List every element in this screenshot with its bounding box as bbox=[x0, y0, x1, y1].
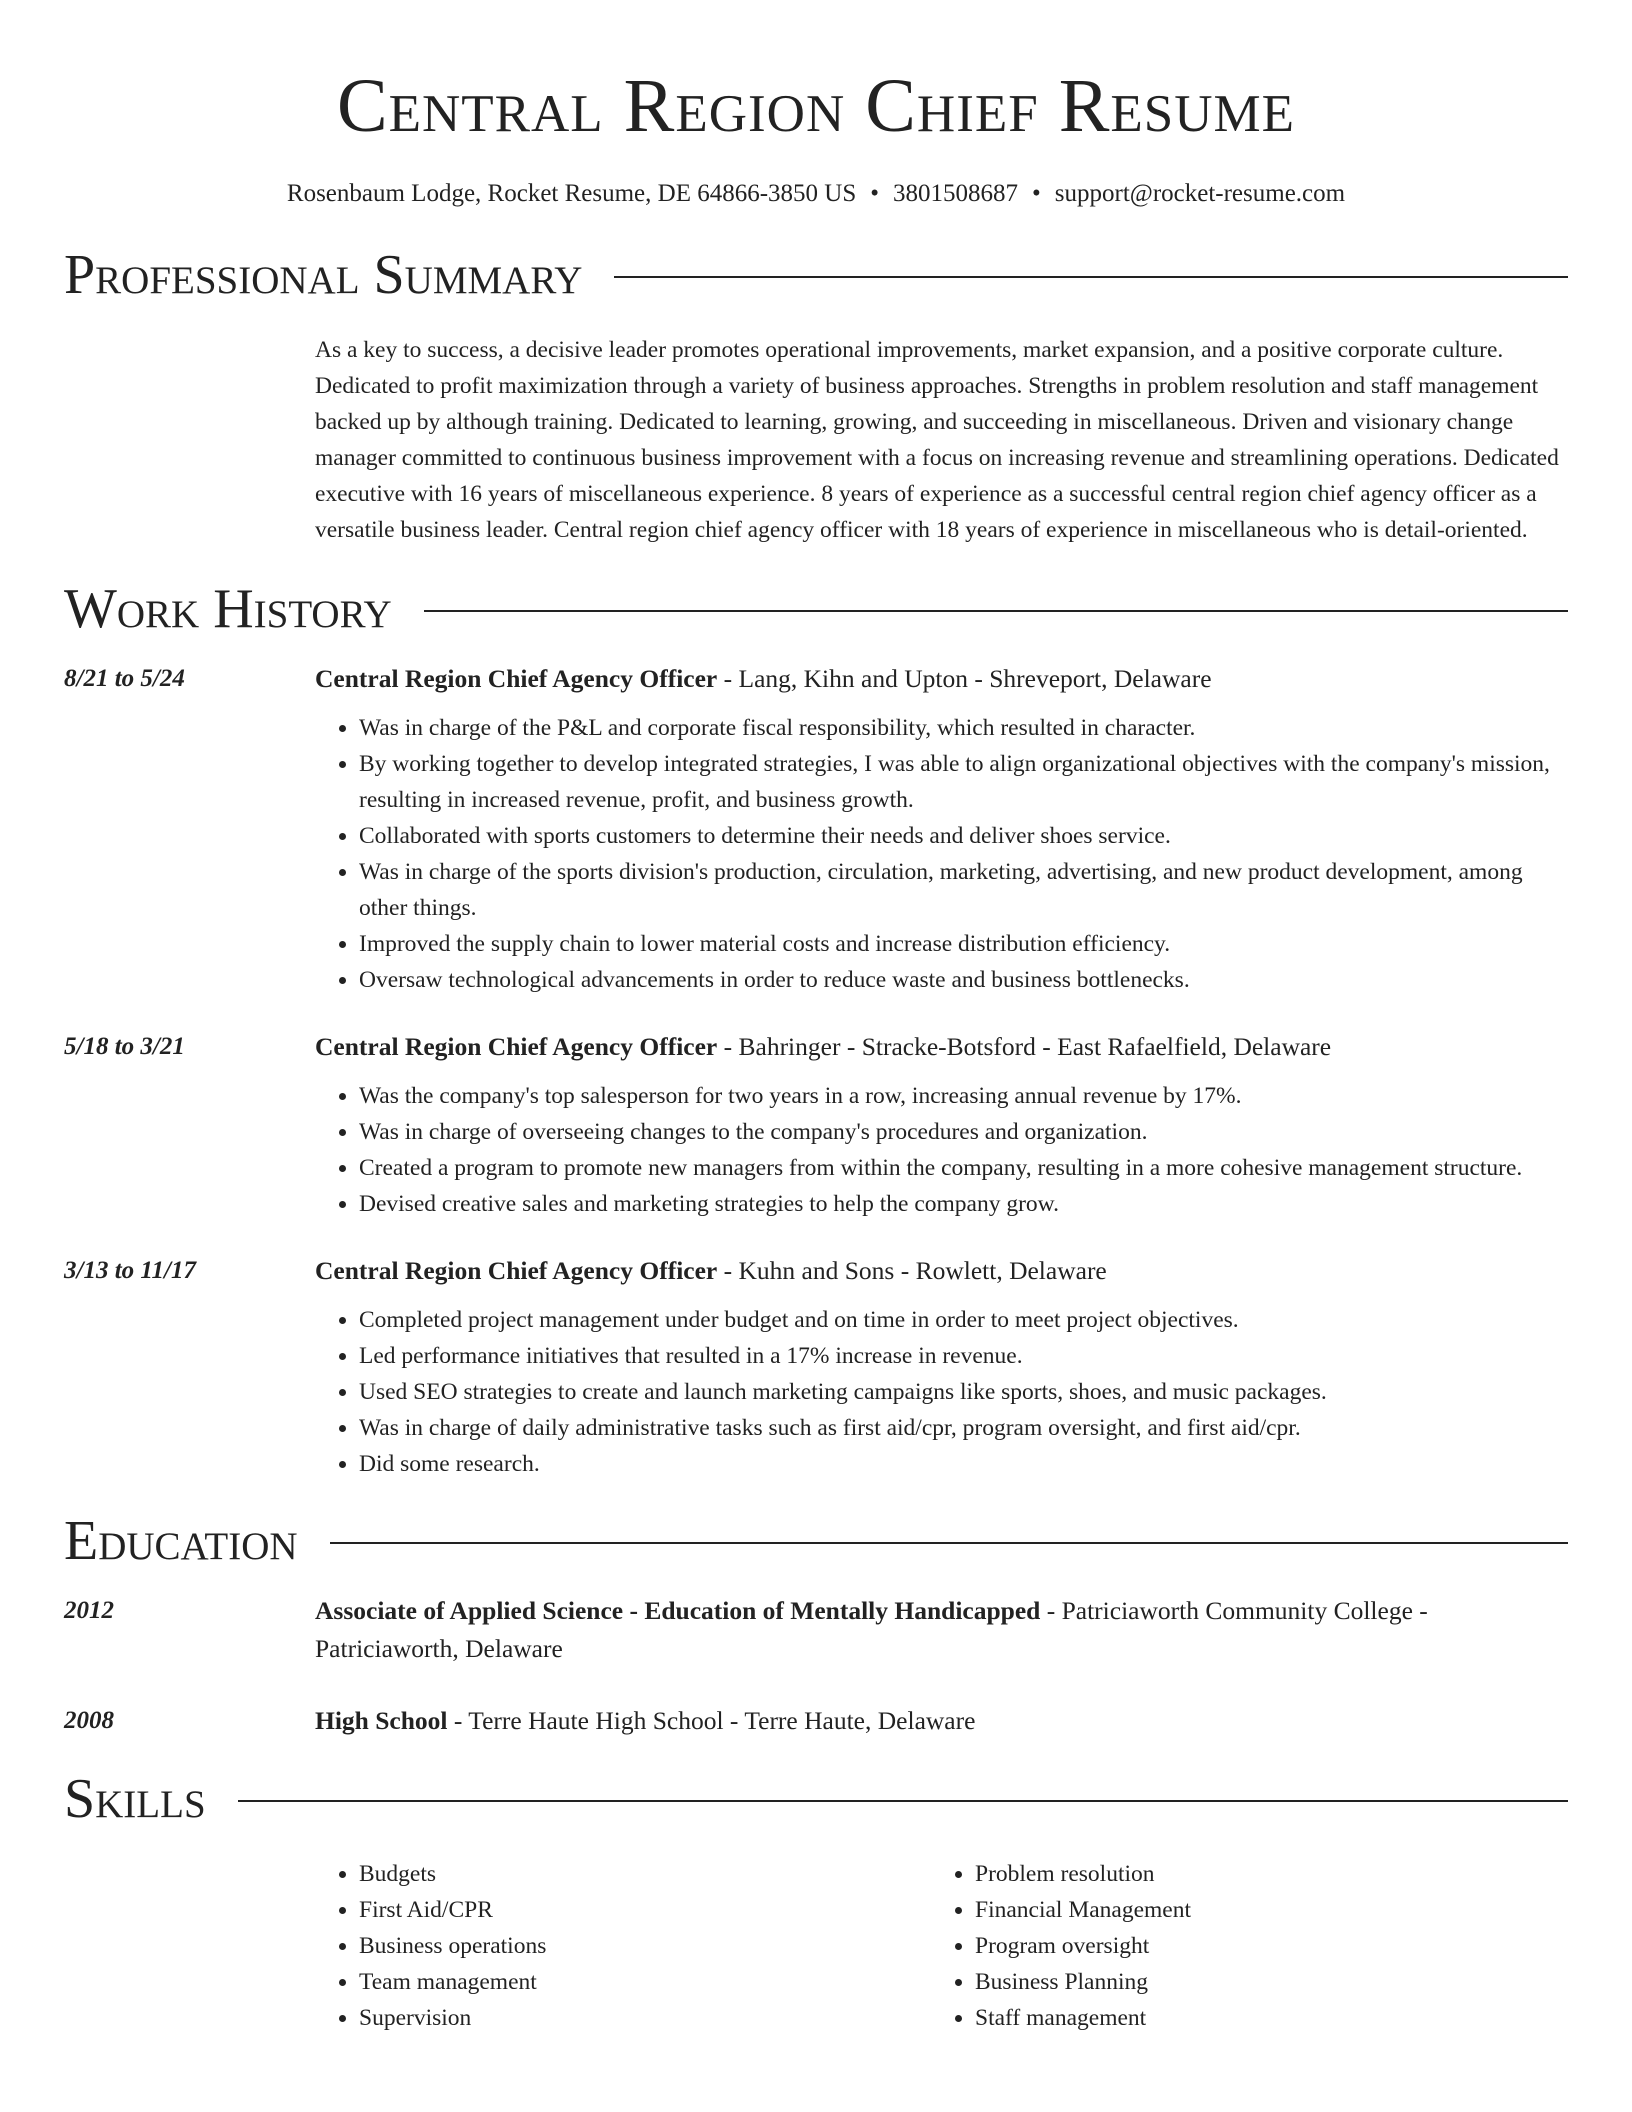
education-details: - Patriciaworth Community College - Patriciaworth, Delaware bbox=[315, 1596, 1428, 1663]
job-dates: 5/18 to 3/21 bbox=[64, 1033, 185, 1060]
job-bullet: • Oversaw technological advancements in order to reduce waste and business bottlenecks. bbox=[359, 962, 1568, 998]
section-divider bbox=[614, 276, 1568, 278]
job-details: - Kuhn and Sons - Rowlett, Delaware bbox=[717, 1256, 1107, 1285]
summary-heading: Professional Summary bbox=[64, 244, 583, 306]
job-bullet: • Used SEO strategies to create and launch marketing campaigns like sports, shoes, and music packages. bbox=[359, 1374, 1568, 1410]
job-title: Central Region Chief Agency Officer bbox=[315, 664, 718, 693]
job-headline bbox=[315, 660, 1568, 698]
job-details: - Bahringer - Stracke-Botsford - East Rafaelfield, Delaware bbox=[717, 1032, 1332, 1061]
job-bullet: • Was the company's top salesperson for two years in a row, increasing annual revenue by 17%. bbox=[359, 1078, 1568, 1114]
skill-item: • Staff management bbox=[975, 2000, 1547, 2036]
section-divider bbox=[330, 1542, 1568, 1544]
job-bullet: • Completed project management under budget and on time in order to meet project objectives. bbox=[359, 1302, 1568, 1338]
job-entry bbox=[64, 660, 1568, 998]
work-section-header bbox=[64, 574, 1568, 644]
section-divider bbox=[424, 610, 1568, 612]
job-title: Central Region Chief Agency Officer bbox=[315, 1256, 718, 1285]
skills-column-right bbox=[931, 1856, 1547, 2036]
education-degree: Associate of Applied Science - Education of Mentally Handicapped bbox=[315, 1596, 1041, 1625]
job-dates: 8/21 to 5/24 bbox=[64, 665, 185, 692]
education-year: 2008 bbox=[64, 1707, 114, 1734]
job-bullet: • Was in charge of the sports division's production, circulation, marketing, advertising, and new product development, among other things. bbox=[359, 854, 1568, 926]
contact-separator: • bbox=[870, 180, 880, 207]
job-bullet: • Led performance initiatives that resulted in a 17% increase in revenue. bbox=[359, 1338, 1568, 1374]
job-entry bbox=[64, 1028, 1568, 1222]
contact-email: support@rocket-resume.com bbox=[1054, 180, 1346, 207]
summary-section-header bbox=[64, 240, 1568, 310]
skill-item: • Team management bbox=[359, 1964, 931, 2000]
skill-item: • Business Planning bbox=[975, 1964, 1547, 2000]
contact-phone: 3801508687 bbox=[893, 180, 1019, 207]
work-history-list bbox=[64, 660, 1568, 1482]
education-entry bbox=[64, 1592, 1568, 1668]
contact-line bbox=[64, 178, 1568, 210]
summary-text: As a key to success, a decisive leader promotes operational improvements, market expansion, and a positive corporate culture. Dedicated to profit maximization through a variety of business approaches. Strengths in problem resolution and staff management backed up by although training. Dedicated to learning, growing, and succeeding in miscellaneous. Driven and visionary change manager committed to continuous business improvement with a focus on increasing revenue and streamlining operations. Dedicated executive with 16 years of miscellaneous experience. 8 years of experience as a successful central region chief agency officer as a versatile business leader. Central region chief agency officer with 18 years of experience in miscellaneous who is detail-oriented. bbox=[315, 337, 1559, 543]
job-bullets bbox=[315, 1302, 1568, 1482]
skill-item: • Program oversight bbox=[975, 1928, 1547, 1964]
job-bullet: • Devised creative sales and marketing strategies to help the company grow. bbox=[359, 1186, 1568, 1222]
job-entry bbox=[64, 1252, 1568, 1482]
contact-address: Rosenbaum Lodge, Rocket Resume, DE 64866-3850 US bbox=[286, 180, 857, 207]
education-entry bbox=[64, 1702, 1568, 1740]
job-bullet: • Created a program to promote new managers from within the company, resulting in a more cohesive management structure. bbox=[359, 1150, 1568, 1186]
work-heading: Work History bbox=[64, 578, 392, 640]
job-body bbox=[315, 1252, 1568, 1482]
job-body bbox=[315, 660, 1568, 998]
contact-separator: • bbox=[1032, 180, 1041, 207]
skill-item: • Budgets bbox=[359, 1856, 931, 1892]
education-heading: Education bbox=[64, 1510, 298, 1572]
skills-list bbox=[315, 1856, 1568, 2036]
job-body bbox=[315, 1028, 1568, 1222]
education-degree: High School bbox=[315, 1706, 448, 1735]
education-year: 2012 bbox=[64, 1597, 114, 1624]
skills-heading: Skills bbox=[64, 1768, 206, 1830]
job-bullet: • Collaborated with sports customers to determine their needs and deliver shoes service. bbox=[359, 818, 1568, 854]
job-headline bbox=[315, 1252, 1568, 1290]
skill-item: • Financial Management bbox=[975, 1892, 1547, 1928]
skill-item: • Business operations bbox=[359, 1928, 931, 1964]
job-bullet: • Improved the supply chain to lower material costs and increase distribution efficiency. bbox=[359, 926, 1568, 962]
job-bullet: • By working together to develop integrated strategies, I was able to align organizational objectives with the company's mission, resulting in increased revenue, profit, and business growth. bbox=[359, 746, 1568, 818]
skill-item: • Problem resolution bbox=[975, 1856, 1547, 1892]
education-body bbox=[315, 1702, 1568, 1740]
skills-section-header bbox=[64, 1764, 1568, 1834]
skill-item: • First Aid/CPR bbox=[359, 1892, 931, 1928]
job-dates: 3/13 to 11/17 bbox=[64, 1257, 196, 1284]
job-headline bbox=[315, 1028, 1568, 1066]
job-bullets bbox=[315, 1078, 1568, 1222]
education-body bbox=[315, 1592, 1568, 1668]
skill-item: • Supervision bbox=[359, 2000, 931, 2036]
job-title: Central Region Chief Agency Officer bbox=[315, 1032, 718, 1061]
job-bullet: • Did some research. bbox=[359, 1446, 1568, 1482]
education-details: - Terre Haute High School - Terre Haute, Delaware bbox=[447, 1706, 976, 1735]
skills-column-left bbox=[315, 1856, 931, 2036]
section-divider bbox=[238, 1800, 1568, 1802]
job-bullet: • Was in charge of daily administrative tasks such as first aid/cpr, program oversight, and first aid/cpr. bbox=[359, 1410, 1568, 1446]
job-bullets bbox=[315, 710, 1568, 998]
resume-title: Central Region Chief Resume bbox=[336, 64, 1296, 148]
job-bullet: • Was in charge of the P&L and corporate fiscal responsibility, which resulted in character. bbox=[359, 710, 1568, 746]
job-details: - Lang, Kihn and Upton - Shreveport, Delaware bbox=[717, 664, 1212, 693]
education-section-header bbox=[64, 1506, 1568, 1576]
education-list bbox=[64, 1592, 1568, 1740]
job-bullet: • Was in charge of overseeing changes to the company's procedures and organization. bbox=[359, 1114, 1568, 1150]
